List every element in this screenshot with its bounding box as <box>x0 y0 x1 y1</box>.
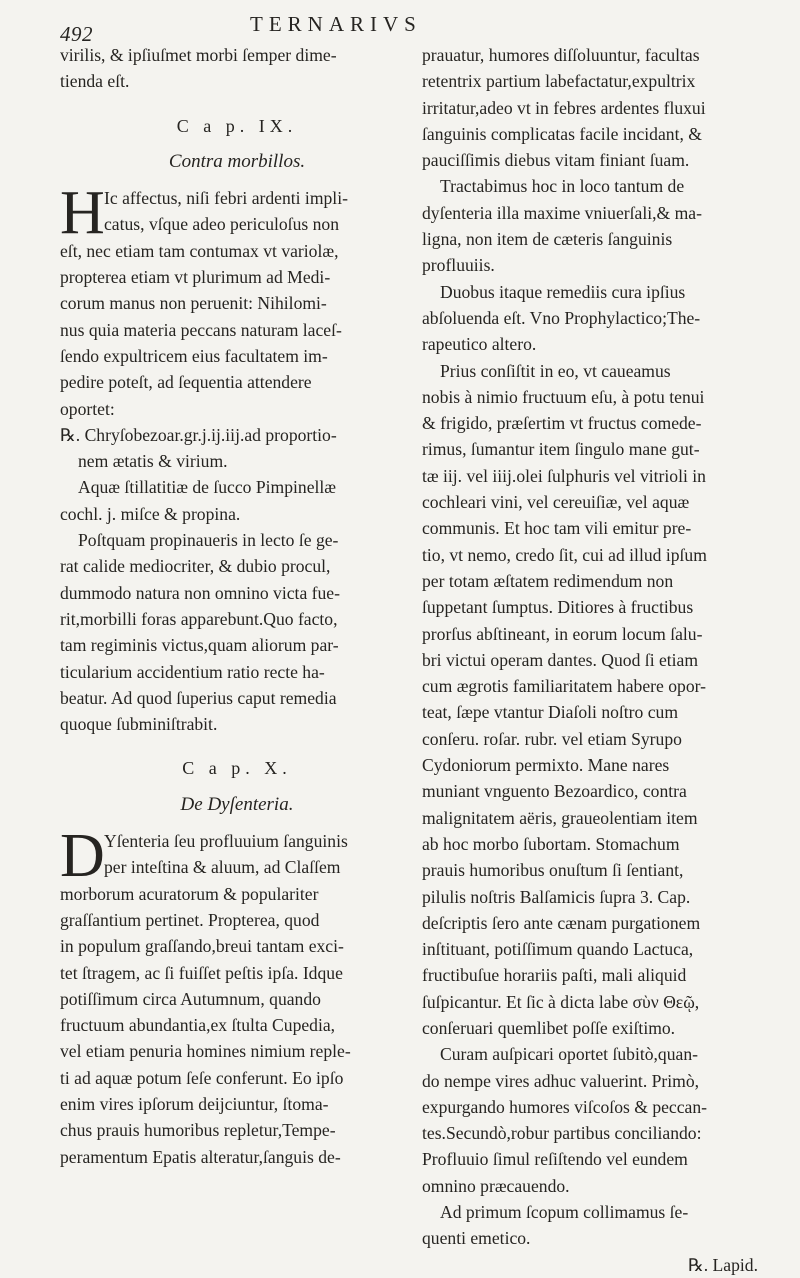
text-line: ligna, non item de cæteris ſanguinis <box>422 229 673 250</box>
text-line: Poſtquam propinaueris in lecto ſe ge- <box>78 530 339 551</box>
text-line: nem ætatis & virium. <box>78 451 228 472</box>
text-line: tet ſtragem, ac ſi fuiſſet peſtis ipſa. Idque <box>60 962 343 983</box>
text-line: teat, ſæpe vtantur Diaſoli noſtro cum <box>422 702 679 723</box>
text-line: muniant vnguento Bezoardico, contra <box>422 781 687 802</box>
text-line: retentrix partium labefactatur,expultrix <box>422 71 696 92</box>
text-line: prauatur, humores diſſoluuntur, facultas <box>422 45 700 65</box>
text-line: profluuiis. <box>422 255 495 276</box>
text-line: pauciſſimis diebus vitam finiant ſuam. <box>422 150 690 171</box>
running-head: TERNARIVS <box>250 12 422 36</box>
text-line: Prius conſiſtit in eo, vt caueamus <box>440 360 671 381</box>
text-line: Yſenteria ſeu profluuium ſanguinis <box>104 831 348 852</box>
text-line: nus quia materia peccans naturam laceſ- <box>60 319 342 340</box>
left-column <box>60 42 414 1170</box>
right-column <box>422 42 766 1278</box>
text-line: quoque ſubminiſtrabit. <box>60 714 218 735</box>
chapter-heading-9: C a p. IX. <box>176 115 298 136</box>
text-line: Aquæ ſtillatitiæ de ſucco Pimpinellæ <box>78 477 337 498</box>
chapter-title-10: De Dyſenteria. <box>180 793 294 815</box>
text-line: deſcriptis ſero ante cænam purgationem <box>422 912 701 933</box>
text-line: in populum graſſando,breui tantam exci- <box>60 936 344 957</box>
text-line: per totam æſtatem redimendum non <box>422 570 674 591</box>
text-line: oportet: <box>60 398 115 419</box>
text-line: rimus, ſumantur item ſingulo mane gut- <box>422 439 700 460</box>
text-line: rit,morbilli foras apparebunt.Quo facto, <box>60 608 338 629</box>
text-line: corum manus non peruenit: Nihilomi- <box>60 293 327 314</box>
text-line: cum ægrotis familiaritatem habere opor- <box>422 676 706 697</box>
text-line: ſuſpicantur. Et ſic à dicta labe σὺν Θεῷ, <box>422 991 700 1012</box>
text-line: conſeruari quemlibet poſſe exiſtimo. <box>422 1017 676 1038</box>
text-line: beatur. Ad quod ſuperius caput remedia <box>60 687 337 708</box>
text-line: Cydoniorum permixto. Mane nares <box>422 755 670 776</box>
text-line: pilulis noſtris Balſamicis ſupra 3. Cap. <box>422 886 691 907</box>
text-line: do nempe vires adhuc valuerint. Primò, <box>422 1070 700 1091</box>
text-line: propterea etiam vt plurimum ad Medi- <box>60 267 331 288</box>
text-line: inſtituant, potiſſimum quando Lactuca, <box>422 939 694 960</box>
text-line: abſoluenda eſt. Vno Prophylactico;The- <box>422 307 701 328</box>
text-line: vel etiam penuria homines nimium reple- <box>60 1041 351 1062</box>
text-line: potiſſimum circa Autumnum, quando <box>60 988 321 1009</box>
drop-cap-paragraph <box>60 822 414 891</box>
text-line: tæ iij. vel iiij.olei ſulphuris vel vitrioli in <box>422 465 706 486</box>
text-line: Profluuio ſimul reſiſtendo vel eundem <box>422 1149 688 1170</box>
text-line: Duobus itaque remediis cura ipſius <box>440 281 686 302</box>
text-line: ſanguinis complicatas facile incidant, & <box>422 123 702 144</box>
text-line: tam regiminis victus,quam aliorum par- <box>60 635 339 656</box>
text-line: eſt, nec etiam tam contumax vt variolæ, <box>60 240 339 261</box>
text-line: virilis, & ipſiuſmet morbi ſemper dime- <box>60 45 337 65</box>
text-line: ab hoc morbo ſubortam. Stomachum <box>422 833 680 854</box>
text-line: irritatur,adeo vt in febres ardentes fluxui <box>422 97 706 118</box>
text-line: fructuum abundantia,ex ſtulta Cupedia, <box>60 1015 336 1036</box>
text-line: catus, vſque adeo periculoſus non <box>104 214 340 235</box>
text-line: quenti emetico. <box>422 1228 531 1249</box>
text-line: bri victui operam dantes. Quod ſi etiam <box>422 649 699 670</box>
text-line: Ad primum ſcopum collimamus ſe- <box>440 1202 689 1223</box>
text-line: expurgando humores viſcoſos & peccan- <box>422 1096 708 1117</box>
drop-cap-paragraph <box>60 179 414 248</box>
text-line: Tractabimus hoc in loco tantum de <box>440 176 685 197</box>
text-line: per inteſtina & aluum, ad Claſſem <box>104 857 341 878</box>
text-line: ti ad aquæ potum ſeſe conferunt. Eo ipſo <box>60 1067 344 1088</box>
text-line: enim vires ipſorum deijciuntur, ſtoma- <box>60 1093 329 1114</box>
chapter-heading-10: C a p. X. <box>182 758 292 779</box>
text-line: nobis à nimio fructuum eſu, à potu tenui <box>422 386 705 407</box>
text-line: conſeru. roſar. rubr. vel etiam Syrupo <box>422 728 682 749</box>
text-line: tes.Secundò,robur partibus conciliando: <box>422 1123 702 1144</box>
prescription-line: ℞. Chryſobezoar.gr.j.ij.iij.ad proportio- <box>60 424 337 445</box>
text-line: Ic affectus, niſi febri ardenti impli- <box>104 188 348 209</box>
text-line: tio, vt nemo, credo ſit, cui ad illud ipſum <box>422 544 707 565</box>
text-line: cochl. j. miſce & propina. <box>60 503 241 524</box>
text-line: Curam auſpicari oportet ſubitò,quan- <box>440 1044 698 1065</box>
text-line: dyſenteria illa maxime vniuerſali,& ma- <box>422 202 702 223</box>
text-line: malignitatem aëris, graueolentiam item <box>422 807 698 828</box>
text-line: morborum acuratorum & populariter <box>60 883 319 904</box>
catchword: ℞. Lapid. <box>687 1254 758 1275</box>
text-line: dummodo natura non omnino victa fue- <box>60 582 340 603</box>
text-line: omnino præcauendo. <box>422 1175 570 1196</box>
text-line: ticularium accidentium ratio recte ha- <box>60 661 325 682</box>
text-line: prorſus abſtineant, in eorum locum ſalu- <box>422 623 703 644</box>
drop-cap-letter: D <box>60 822 105 891</box>
chapter-title-9: Contra morbillos. <box>168 150 306 172</box>
text-line: graſſantium pertinet. Propterea, quod <box>60 909 320 930</box>
page-number: 492 <box>60 22 93 46</box>
text-line: tienda eſt. <box>60 71 130 92</box>
text-line: peramentum Epatis alteratur,ſanguis de- <box>60 1146 341 1167</box>
text-line: rapeutico altero. <box>422 334 537 355</box>
text-line: fructibuſue horariis paſti, mali aliquid <box>422 965 687 986</box>
text-line: ſuppetant ſumptus. Ditiores à fructibus <box>422 597 694 618</box>
text-line: ſendo expultricem eius facultatem im- <box>60 345 328 366</box>
text-line: & frigido, præſertim vt fructus comede- <box>422 413 702 434</box>
text-line: rat calide mediocriter, & dubio procul, <box>60 556 331 577</box>
drop-cap-letter: H <box>60 179 105 248</box>
text-line: communis. Et hoc tam vili emitur pre- <box>422 518 692 539</box>
text-line: chus prauis humoribus repletur,Tempe- <box>60 1120 336 1141</box>
text-line: cochleari vini, vel cereuiſiæ, vel aquæ <box>422 492 690 513</box>
text-line: pedire poteſt, ad ſequentia attendere <box>60 372 312 393</box>
text-line: prauis humoribus onuſtum ſi ſentiant, <box>422 860 684 881</box>
